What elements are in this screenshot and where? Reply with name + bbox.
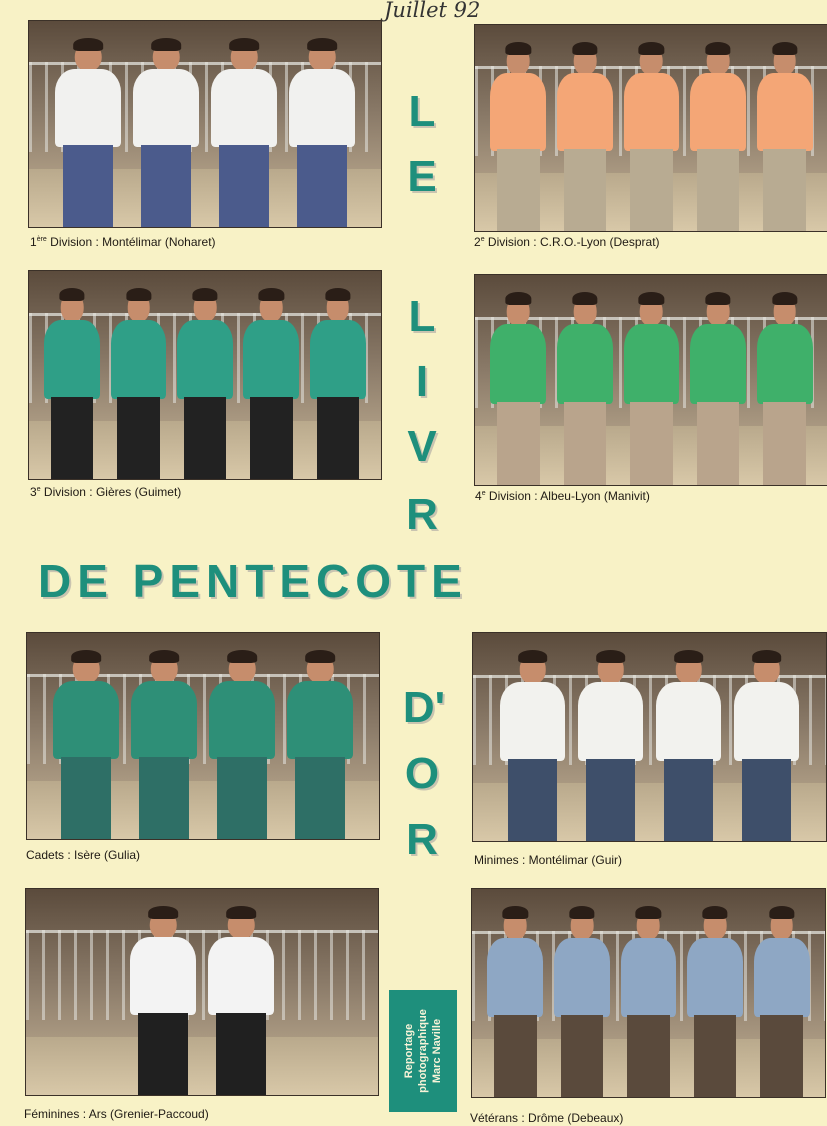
team-member [615, 910, 682, 1097]
photo-cadets [26, 632, 380, 840]
photo-1ere-division [28, 20, 382, 228]
team-member [281, 654, 359, 839]
caption-feminines: Féminines : Ars (Grenier-Paccoud) [24, 1107, 209, 1121]
caption-1ere-division: 1ère Division : Montélimar (Noharet) [30, 235, 216, 249]
team-member [685, 296, 752, 485]
team-member [618, 296, 685, 485]
horizontal-title: DE PENTECOTE [38, 555, 468, 607]
team-member [552, 296, 619, 485]
photo-credit-box [389, 990, 457, 1112]
team-member [552, 46, 619, 231]
team-member [47, 654, 125, 839]
title-letter: I [415, 357, 429, 406]
team-member [202, 910, 280, 1095]
title-letter: L [408, 292, 436, 341]
team-member [728, 654, 806, 841]
team-member [124, 910, 202, 1095]
caption-veterans: Vétérans : Drôme (Debeaux) [470, 1111, 624, 1125]
team-member [549, 910, 616, 1097]
team-member [485, 296, 552, 485]
photo-minimes [472, 632, 827, 842]
team-member [751, 46, 818, 231]
credit-line-3: Marc Naville [431, 1018, 443, 1084]
title-letter: D' [402, 683, 446, 732]
team-member [618, 46, 685, 231]
team-member [751, 296, 818, 485]
team-member [682, 910, 749, 1097]
team-member [39, 292, 105, 479]
title-letter: E [407, 152, 437, 201]
team-member [49, 42, 127, 227]
title-letter: L [408, 87, 436, 136]
team-member [748, 910, 815, 1097]
caption-minimes: Minimes : Montélimar (Guir) [474, 853, 623, 867]
team-member [238, 292, 304, 479]
caption-cadets: Cadets : Isère (Gulia) [26, 848, 141, 862]
team-member [283, 42, 361, 227]
title-letter: V [407, 422, 437, 471]
photo-veterans [471, 888, 826, 1098]
caption-2e-division: 2e Division : C.R.O.-Lyon (Desprat) [474, 235, 660, 249]
photo-3e-division [28, 270, 382, 480]
photo-feminines [25, 888, 379, 1096]
title-letter: R [406, 815, 438, 864]
photo-2e-division [474, 24, 827, 232]
team-member [482, 910, 549, 1097]
team-member [305, 292, 371, 479]
team-member [650, 654, 728, 841]
title-letter: R [406, 490, 438, 539]
team-member [105, 292, 171, 479]
team-member [572, 654, 650, 841]
team-member [494, 654, 572, 841]
title-letter: O [404, 749, 440, 798]
team-member [172, 292, 238, 479]
team-member [203, 654, 281, 839]
handwritten-note: Juillet 92 [384, 0, 481, 22]
credit-line-2: photographique [417, 1009, 429, 1093]
team-member [125, 654, 203, 839]
team-member [485, 46, 552, 231]
team-member [127, 42, 205, 227]
credit-line-1: Reportage [403, 1023, 415, 1079]
caption-4e-division: 4e Division : Albeu-Lyon (Manivit) [475, 489, 650, 503]
team-member [205, 42, 283, 227]
caption-3e-division: 3e Division : Gières (Guimet) [30, 485, 182, 499]
team-member [685, 46, 752, 231]
photo-4e-division [474, 274, 827, 486]
